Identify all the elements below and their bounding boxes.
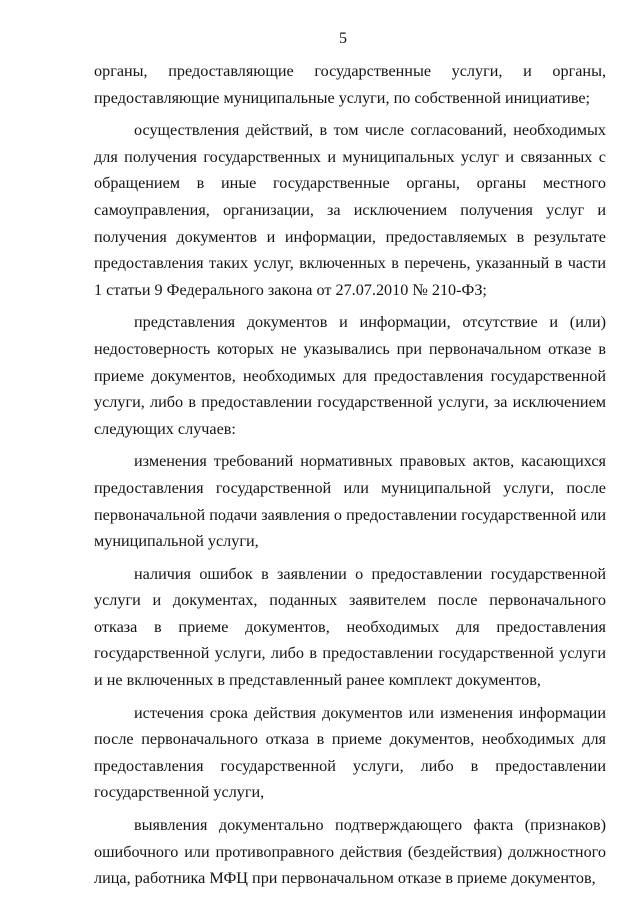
paragraph-expiration: истечения срока действия документов или изменения информации после первоначального отказа в приеме документов, необходимых для предоставления государственной услуги, либо в предоставлении государственной услуги, [94,703,606,802]
paragraph-detection: выявления документально подтверждающего факта (признаков) ошибочного или противоправного действия (бездействия) должностного лица, работника МФЦ при первоначальном отказе в приеме документов, [94,816,606,888]
document-body [94,58,606,892]
paragraph-documents: представления документов и информации, отсутствие и (или) недостоверность которых не указывались при первоначальном отказе в приеме документов, необходимых для предоставления государственной услуги, либо в предоставлении государственной услуги, за исключением следующих случаев: [94,313,606,438]
paragraph-actions: осуществления действий, в том числе согласований, необходимых для получения государственных и муниципальных услуг и связанных с обращением в иные государственные органы, органы местного самоуправления, организации, за исключением получения услуг и получения документов и информации, предоставляемых в результате предоставления таких услуг, включенных в перечень, указанный в части 1 статьи 9 Федерального закона от 27.07.2010 № 210-ФЗ; [94,121,606,299]
paragraph-errors: наличия ошибок в заявлении о предоставлении государственной услуги и документах, поданных заявителем после первоначального отказа в приеме документов, необходимых для предоставления государственной услуги, либо в предоставлении государственной услуги и не включенных в представленный ранее комплект документов, [94,564,606,690]
page-number: 5 [339,30,347,47]
paragraph-continuation: органы, предоставляющие государственные услуги, и органы, предоставляющие муниципальные услуги, по собственной инициативе; [94,62,606,107]
paragraph-requirements-change: изменения требований нормативных правовых актов, касающихся предоставления государственной или муниципальной услуги, после первоначальной подачи заявления о предоставлении государственной или муниципальной услуги, [94,452,606,551]
